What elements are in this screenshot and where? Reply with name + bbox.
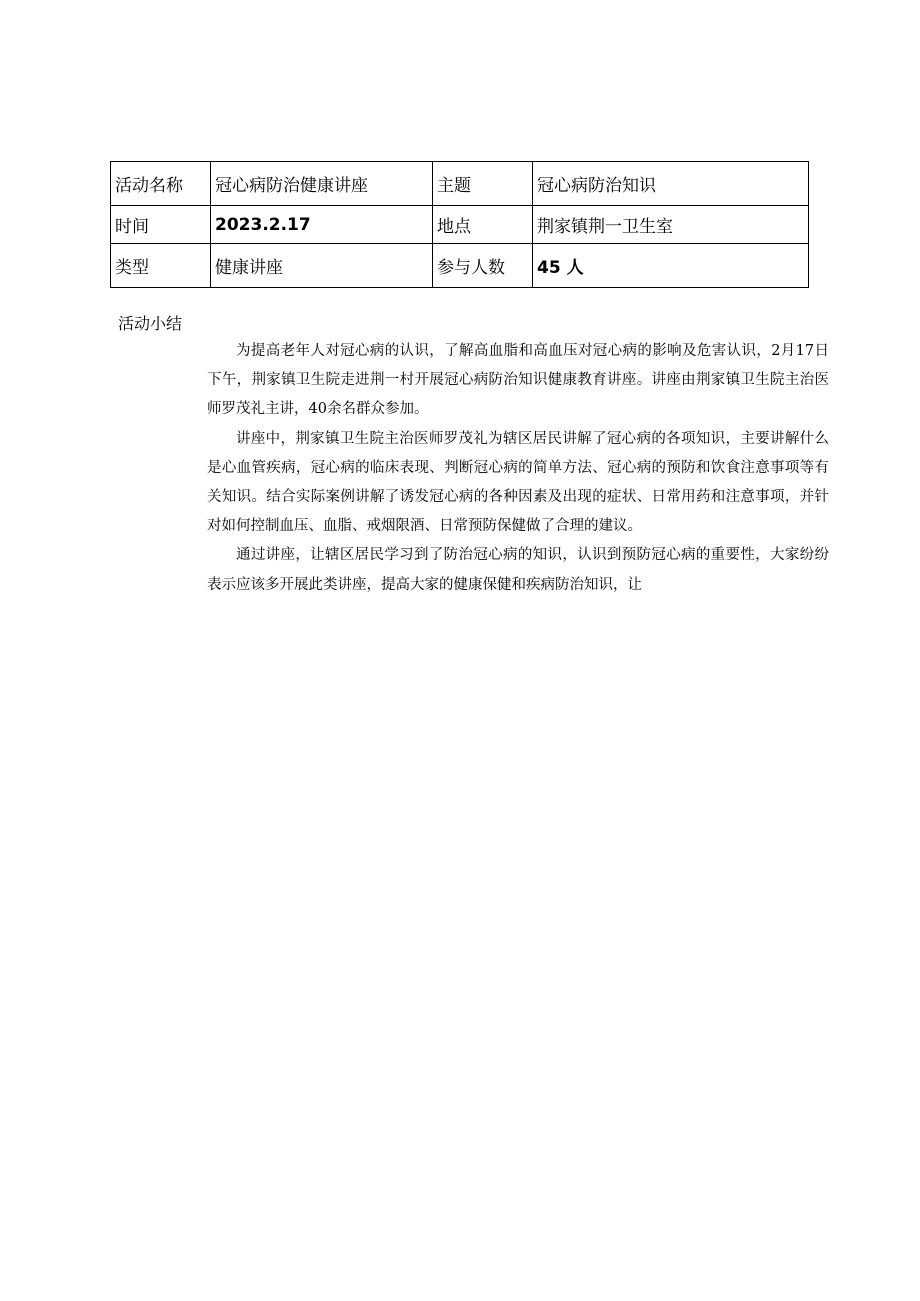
label-participants: 参与人数 <box>433 244 533 288</box>
value-activity-name: 冠心病防治健康讲座 <box>211 162 433 206</box>
value-participants: 45 人 <box>533 244 809 288</box>
value-theme: 冠心病防治知识 <box>533 162 809 206</box>
summary-title: 活动小结 <box>118 314 183 333</box>
activity-info-table <box>110 161 809 288</box>
table-row <box>111 244 809 288</box>
value-type: 健康讲座 <box>211 244 433 288</box>
label-type: 类型 <box>111 244 211 288</box>
label-activity-name: 活动名称 <box>111 162 211 206</box>
summary-paragraph: 讲座中，荆家镇卫生院主治医师罗茂礼为辖区居民讲解了冠心病的各项知识，主要讲解什么是心血管疾病，冠心病的临床表现、判断冠心病的简单方法、冠心病的预防和饮食注意事项等有关知识。结合实际案例讲解了诱发冠心病的各种因素及出现的症状、日常用药和注意事项，并针对如何控制血压、血脂、戒烟限酒、日常预防保健做了合理的建议。 <box>207 430 829 535</box>
value-time: 2023.2.17 <box>211 206 433 244</box>
label-time: 时间 <box>111 206 211 244</box>
summary-paragraph: 通过讲座，让辖区居民学习到了防治冠心病的知识，认识到预防冠心病的重要性，大家纷纷表示应该多开展此类讲座，提高大家的健康保健和疾病防治知识，让 <box>207 547 829 593</box>
label-theme: 主题 <box>433 162 533 206</box>
summary-body <box>207 337 829 600</box>
value-location: 荆家镇荆一卫生室 <box>533 206 809 244</box>
table-row <box>111 162 809 206</box>
label-location: 地点 <box>433 206 533 244</box>
table-row <box>111 206 809 244</box>
summary-paragraph: 为提高老年人对冠心病的认识，了解高血脂和高血压对冠心病的影响及危害认识，2月17日下午，荆家镇卫生院走进荆一村开展冠心病防治知识健康教育讲座。讲座由荆家镇卫生院主治医师罗茂礼主讲，40余名群众参加。 <box>207 343 829 418</box>
